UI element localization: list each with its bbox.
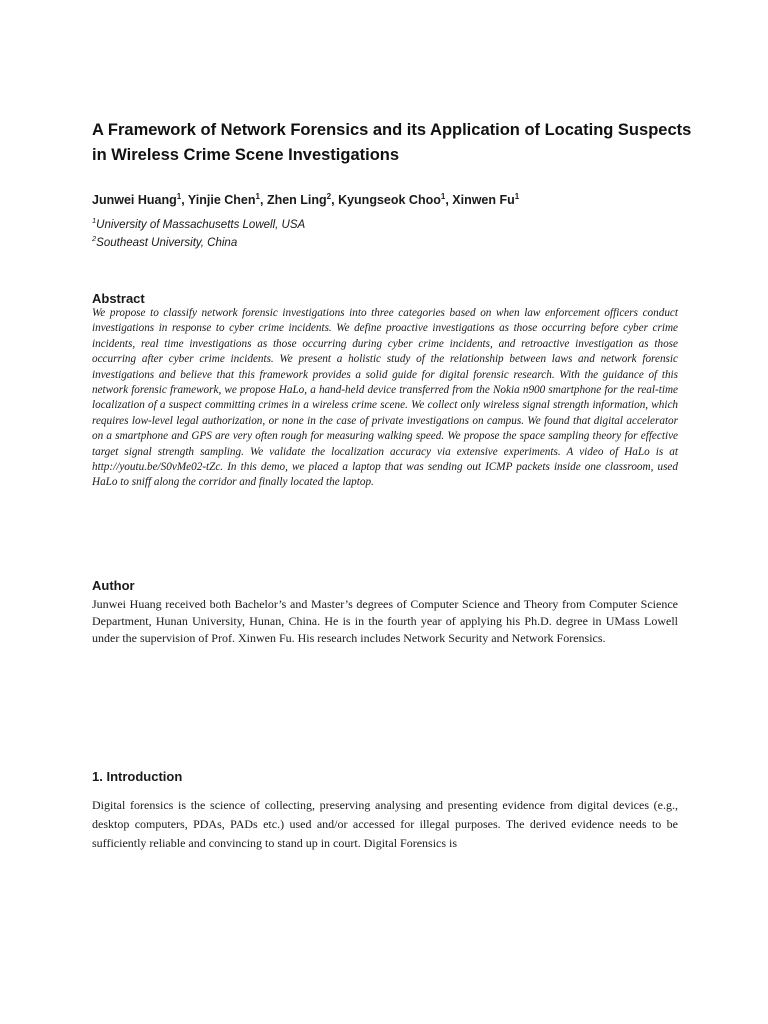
paper-title: A Framework of Network Forensics and its Application of Locating Suspects in Wireless Crime Scene Investigations: [92, 121, 692, 164]
author-list: [92, 188, 692, 209]
author-name: Kyungseok Choo: [338, 193, 441, 208]
author-name: Yinjie Chen: [187, 193, 256, 208]
author-name: Xinwen Fu: [452, 193, 515, 208]
author-affil-mark: 2: [326, 192, 332, 201]
author-name: Junwei Huang: [92, 193, 177, 208]
abstract-text: We propose to classify network forensic investigations into three categories based on when law enforcement officers conduct investigations in response to cyber crime incidents. We define proactive investigations as those occurring before cyber crime incidents, real time investigations as those occurring during cyber crime incidents, and retroactive investigation as those occurring after cyber crime incidents. We present a holistic study of the relationship between laws and network forensic investigations and believe that this framework provides a solid guide for digital forensic research. With the guidance of this network forensic framework, we propose HaLo, a hand-held device transferred from the Nokia n900 smartphone for the real-time localization of a suspect committing crimes in a wireless crime scene. We collect only wireless signal strength information, which requires low-level legal authorization, or none in the case of private investigations on campus. We found that digital accelerator on a smartphone and GPS are very often rough for measuring walking speed. We propose the space sampling theory for effective target signal strength sampling. We validate the localization accuracy via extensive experiments. A video of HaLo is at http://youtu.be/S0vMe02-tZc. In this demo, we placed a laptop that was sending out ICMP packets inside one classroom, used HaLo to sniff along the corridor and finally located the laptop.: [92, 307, 678, 489]
author-name: Zhen Ling: [266, 193, 327, 208]
author-affil-mark: 1: [440, 192, 446, 201]
affiliation-text: Southeast University, China: [96, 236, 238, 249]
author-separator: ,: [181, 193, 188, 208]
affiliation-mark: 1: [92, 216, 97, 225]
author-separator: ,: [445, 193, 453, 208]
introduction-heading: 1. Introduction: [92, 769, 183, 784]
affiliation-text: University of Massachusetts Lowell, USA: [96, 218, 306, 231]
abstract-heading: Abstract: [92, 291, 145, 306]
author-affil-mark: 1: [514, 192, 520, 201]
author-separator: ,: [331, 193, 339, 208]
affiliation: [92, 230, 237, 252]
author-affil-mark: 1: [176, 192, 182, 201]
affiliation-mark: 2: [92, 234, 97, 243]
author-heading: Author: [92, 578, 135, 593]
author-affil-mark: 1: [255, 192, 260, 201]
author-separator: ,: [259, 193, 267, 208]
introduction-text: Digital forensics is the science of collecting, preserving analysing and presenting evidence from digital devices (e.g., desktop computers, PDAs, PADs etc.) used and/or accessed for illegal purposes. The derived evidence needs to be sufficiently reliable and convincing to stand up in court. Digital Forensics is: [92, 798, 678, 850]
author-bio: Junwei Huang received both Bachelor’s and Master’s degrees of Computer Science and Theory from Computer Science Department, Hunan University, Hunan, China. He is in the fourth year of applying his Ph.D. degree in UMass Lowell under the supervision of Prof. Xinwen Fu. His research includes Network Security and Network Forensics.: [92, 597, 678, 645]
